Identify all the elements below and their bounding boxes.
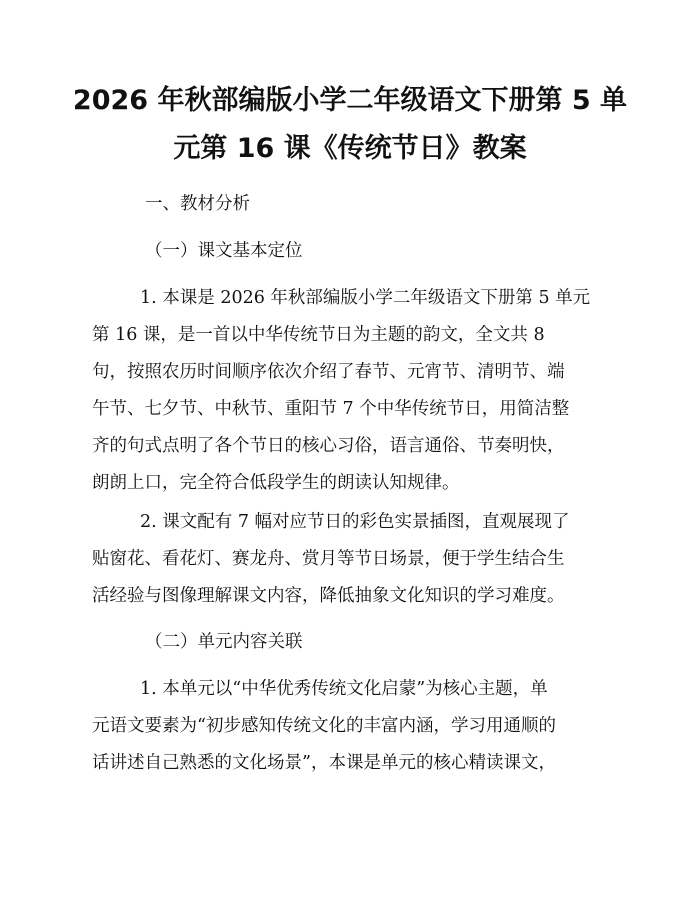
paragraph-line: 午节、七夕节、中秋节、重阳节 7 个中华传统节日，用简洁整: [92, 399, 570, 419]
paragraph-line: 1. 本单元以“中华优秀传统文化启蒙”为核心主题，单: [140, 679, 548, 699]
document-title-line-2: 元第 16 课《传统节日》教案: [173, 133, 527, 164]
paragraph-line: 元语文要素为“初步感知传统文化的丰富内涵，学习用通顺的: [92, 716, 556, 736]
paragraph-3: [92, 678, 612, 778]
subsection-heading-unit-relation: （二）单元内容关联: [145, 632, 303, 652]
section-heading-materials-analysis: 一、教材分析: [145, 194, 250, 214]
paragraph-line: 朗朗上口，完全符合低段学生的朗读认知规律。: [92, 473, 460, 493]
paragraph-line: 句，按照农历时间顺序依次介绍了春节、元宵节、清明节、端: [92, 362, 565, 382]
paragraph-2: [92, 511, 612, 611]
paragraph-line: 2. 课文配有 7 幅对应节日的彩色实景插图，直观展现了: [140, 512, 570, 532]
paragraph-line: 贴窗花、看花灯、赛龙舟、赏月等节日场景，便于学生结合生: [92, 549, 565, 569]
document-title-line-1: 2026 年秋部编版小学二年级语文下册第 5 单: [72, 85, 628, 116]
paragraph-line: 齐的句式点明了各个节日的核心习俗，语言通俗、节奏明快，: [92, 436, 565, 456]
subsection-heading-text-positioning: （一）课文基本定位: [145, 241, 303, 261]
paragraph-line: 第 16 课，是一首以中华传统节日为主题的韵文，全文共 8: [92, 325, 545, 345]
paragraph-line: 1. 本课是 2026 年秋部编版小学二年级语文下册第 5 单元: [140, 288, 591, 308]
paragraph-line: 话讲述自己熟悉的文化场景”，本课是单元的核心精读课文，: [92, 753, 556, 773]
paragraph-1: [92, 287, 612, 493]
paragraph-line: 活经验与图像理解课文内容，降低抽象文化知识的学习难度。: [92, 586, 565, 606]
